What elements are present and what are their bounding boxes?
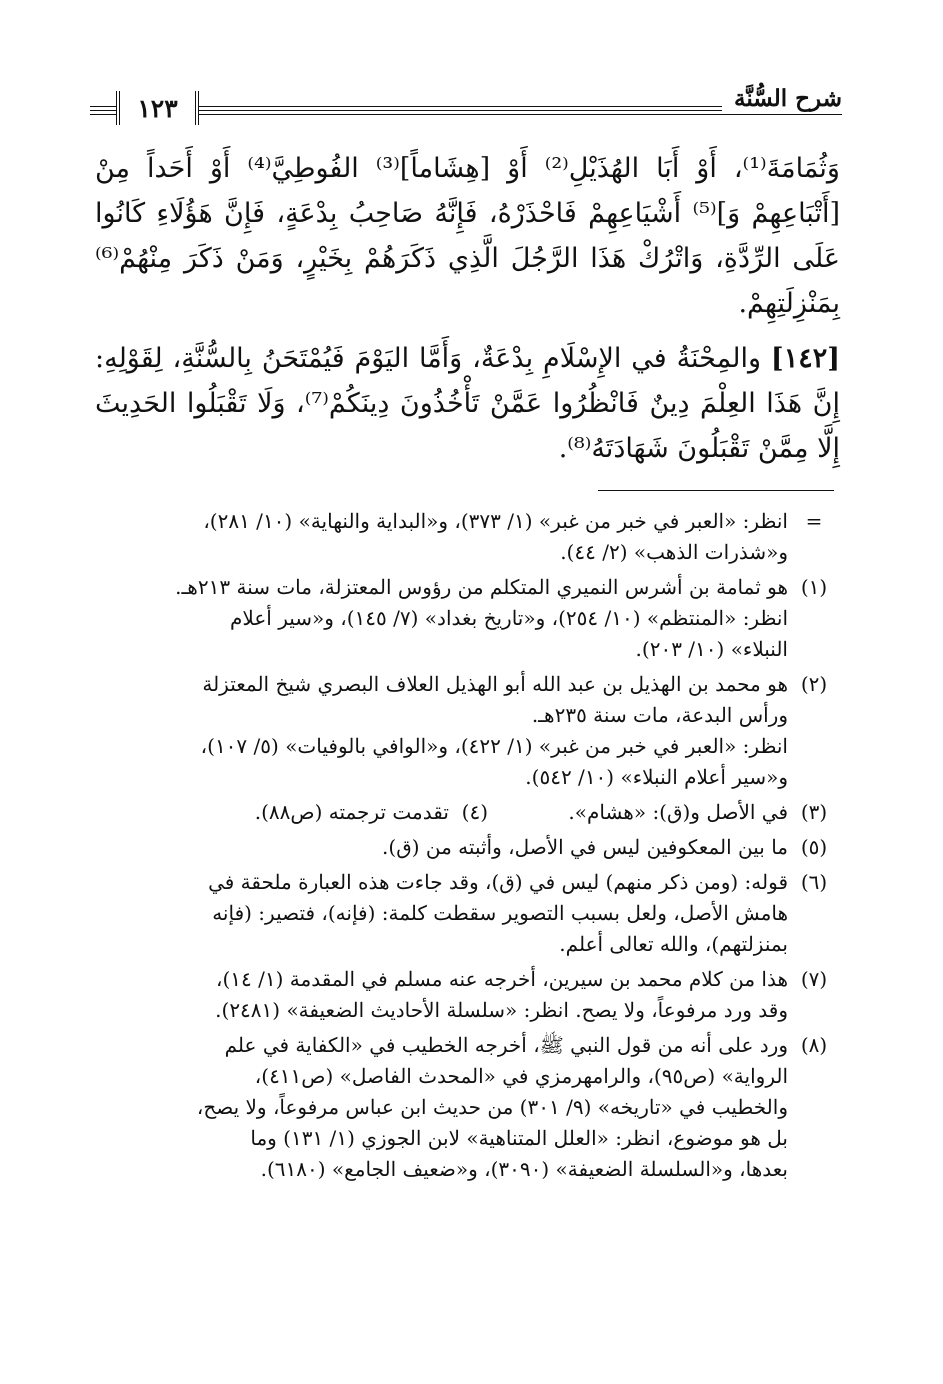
footnote-line: ورد على أنه من قول النبي ﷺ، أخرجه الخطيب في «الكفاية في علم bbox=[224, 1033, 788, 1057]
footnote-mark: (٨) bbox=[800, 1033, 828, 1057]
footnote-4-text: تقدمت ترجمته (ص٨٨). bbox=[254, 800, 449, 824]
footnote-line: بل هو موضوع، انظر: «العلل المتناهية» لابن الجوزي (١/ ١٣١) وما bbox=[250, 1126, 788, 1150]
footnote-line: و«شذرات الذهب» (٢/ ٤٤). bbox=[560, 540, 788, 564]
footnote-line: هامش الأصل، ولعل بسبب التصوير سقطت كلمة: (فإنه)، فتصير: (فإنه bbox=[212, 901, 788, 925]
page-number-box bbox=[116, 91, 199, 125]
footnote-7 bbox=[95, 964, 840, 1026]
footnote-6 bbox=[95, 867, 840, 960]
footnote-line: هو ثمامة بن أشرس النميري المتكلم من رؤوس المعتزلة، مات سنة ٢١٣هـ. bbox=[175, 575, 788, 599]
footnote-3-4 bbox=[95, 797, 840, 828]
footnote-mark: = bbox=[805, 509, 823, 533]
main-text bbox=[95, 146, 840, 481]
footnote-1 bbox=[95, 572, 840, 665]
page-number: ١٢٣ bbox=[137, 93, 178, 123]
footnote-line: و«سير أعلام النبلاء» (١٠/ ٥٤٢). bbox=[525, 765, 788, 789]
paragraph-number: [١٤٢] bbox=[770, 343, 840, 374]
footnote-mark: (٣) bbox=[800, 800, 828, 824]
main-paragraph bbox=[95, 336, 840, 471]
footnote-mark: (٢) bbox=[800, 672, 828, 696]
footnotes bbox=[95, 506, 840, 1189]
footnote-5 bbox=[95, 832, 840, 863]
footnote-line: ما بين المعكوفين ليس في الأصل، وأثبته من (ق). bbox=[382, 835, 788, 859]
header-rule bbox=[90, 114, 842, 115]
footnote-line: ورأس البدعة، مات سنة ٢٣٥هـ. bbox=[531, 703, 788, 727]
footnote-split-line bbox=[95, 797, 788, 828]
footnote-line: وقد ورد مرفوعاً، ولا يصح. انظر: «سلسلة الأحاديث الضعيفة» (٢٤٨١). bbox=[215, 998, 788, 1022]
footnote-line: هو محمد بن الهذيل بن عبد الله أبو الهذيل العلاف البصري شيخ المعتزلة bbox=[202, 672, 788, 696]
footnote-line: بمنزلتهم)، والله تعالى أعلم. bbox=[559, 932, 788, 956]
footnote-separator bbox=[598, 490, 834, 491]
footnote-line: النبلاء» (١٠/ ٢٠٣). bbox=[635, 637, 788, 661]
page-header bbox=[90, 84, 842, 128]
footnote-2 bbox=[95, 669, 840, 793]
footnote-8 bbox=[95, 1030, 840, 1185]
footnote-4-mark: (٤) bbox=[461, 800, 488, 824]
footnote-continuation bbox=[95, 506, 840, 568]
footnote-line: انظر: «المنتظم» (١٠/ ٢٥٤)، و«تاريخ بغداد» (٧/ ١٤٥)، و«سير أعلام bbox=[230, 606, 788, 630]
footnote-line: قوله: (ومن ذكر منهم) ليس في (ق)، وقد جاءت هذه العبارة ملحقة في bbox=[208, 870, 788, 894]
footnote-mark: (٦) bbox=[800, 870, 828, 894]
footnote-line: بعدها، و«السلسلة الضعيفة» (٣٠٩٠)، و«ضعيف الجامع» (٦١٨٠). bbox=[260, 1157, 788, 1181]
paragraph-text: والمِحْنَةُ في الإِسْلَامِ بِدْعَةٌ، وَأَمَّا اليَوْمَ فَيُمْتَحَنُ بِالسُّنَّةِ، لِقَوْلِهِ: إِنَّ هَذَا العِلْمَ دِينٌ فَانْظُرُوا عَمَّنْ تَأْخُذُونَ دِينَكُمْ⁽⁷⁾، وَلَا تَقْبَلُوا الحَدِيثَ إِلَّا مِمَّنْ تَقْبَلُونَ شَهَادَتَهُ⁽⁸⁾. bbox=[95, 343, 840, 464]
footnote-line: انظر: «العبر في خبر من غبر» (١/ ٣٧٣)، و«البداية والنهاية» (١٠/ ٢٨١)، bbox=[203, 509, 788, 533]
footnote-line: والخطيب في «تاريخه» (٩/ ٣٠١) من حديث ابن عباس مرفوعاً، ولا يصح، bbox=[196, 1095, 788, 1119]
footnote-mark: (١) bbox=[800, 575, 828, 599]
footnote-line: انظر: «العبر في خبر من غبر» (١/ ٤٢٢)، و«الوافي بالوفيات» (٥/ ١٠٧)، bbox=[200, 734, 788, 758]
footnote-mark: (٥) bbox=[800, 835, 828, 859]
footnote-line: هذا من كلام محمد بن سيرين، أخرجه عنه مسلم في المقدمة (١/ ١٤)، bbox=[216, 967, 788, 991]
running-title: شرح السُّنَّة bbox=[733, 85, 842, 112]
main-paragraph: وَثُمَامَةَ⁽¹⁾، أَوْ أَبَا الهُذَيْلِ⁽²⁾ أَوْ [هِشَاماً]⁽³⁾ الفُوطِيَّ⁽⁴⁾ أَوْ أَحَداً مِنْ [أَتْبَاعِهِمْ وَ]⁽⁵⁾ أَشْيَاعِهِمْ فَاحْذَرْهُ، فَإِنَّهُ صَاحِبُ بِدْعَةٍ، فَإِنَّ هَؤُلَاءِ كَانُوا عَلَى الرِّدَّةِ، وَاتْرُكْ هَذَا الرَّجُلَ الَّذِي ذَكَرَهُمْ بِخَيْرٍ، وَمَنْ ذَكَرَ مِنْهُمْ⁽⁶⁾ بِمَنْزِلَتِهِمْ. bbox=[95, 153, 840, 319]
footnote-line: الرواية» (ص٩٥)، والرامهرمزي في «المحدث الفاصل» (ص٤١١)، bbox=[254, 1064, 788, 1088]
footnote-mark: (٧) bbox=[800, 967, 828, 991]
footnote-3-text: في الأصل و(ق): «هشام». bbox=[568, 800, 788, 824]
